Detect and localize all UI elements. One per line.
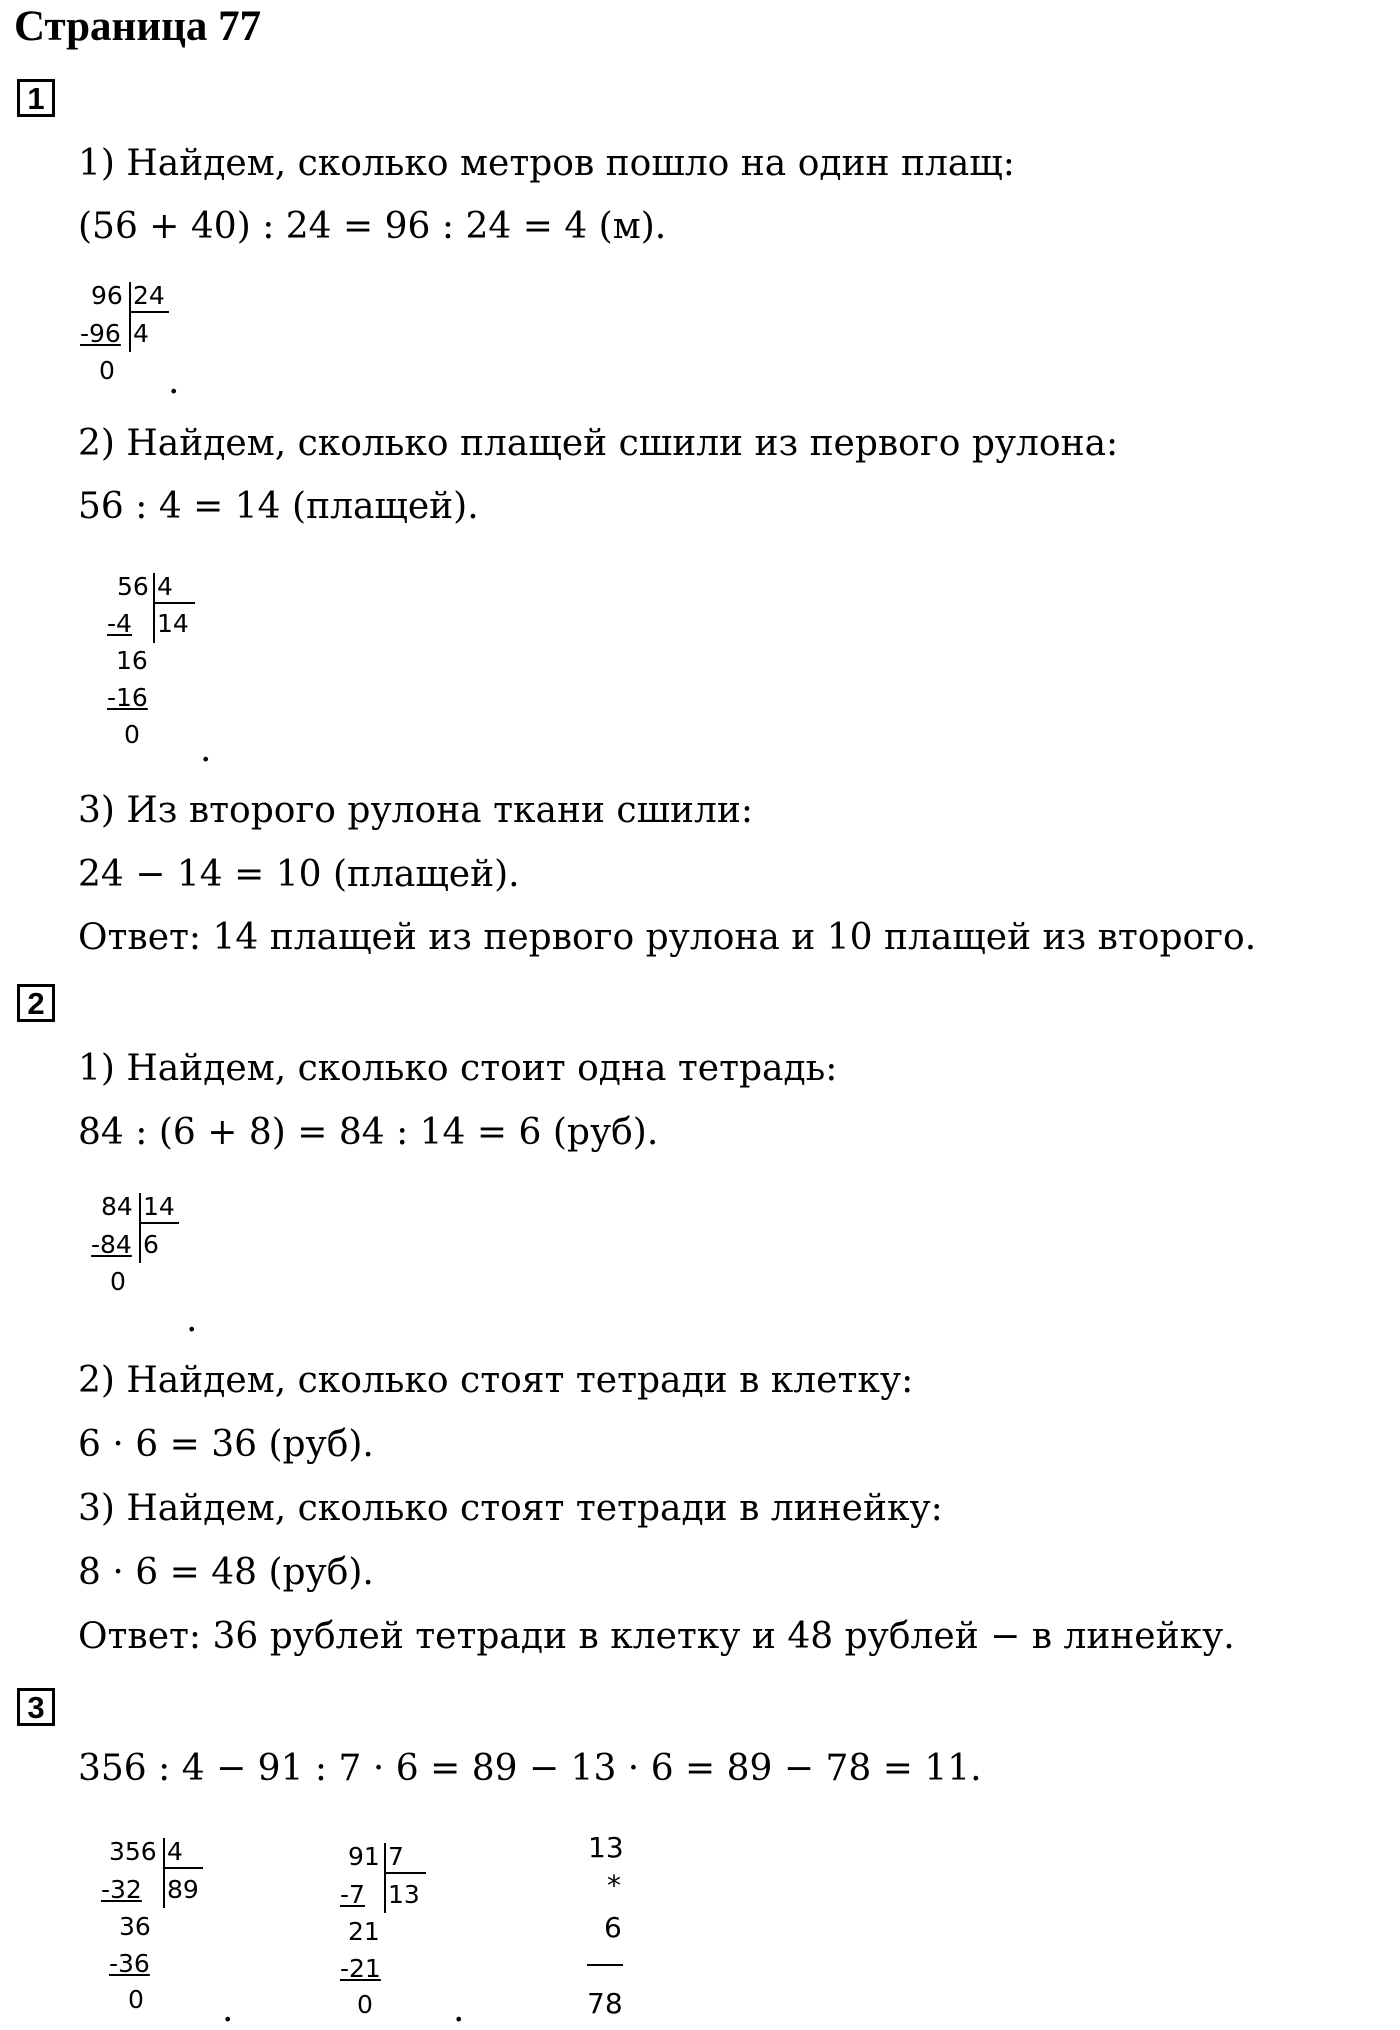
period: . <box>200 729 212 770</box>
division-step: -84 <box>91 1230 132 1259</box>
task1-line-5: 3) Из второго рулона ткани сшили: <box>78 790 754 831</box>
division-vertical-line <box>129 282 131 352</box>
page-title: Страница 77 <box>14 3 262 50</box>
task2-line-6: 8 · 6 = 48 (руб). <box>78 1552 374 1593</box>
task1-line-4: 56 : 4 = 14 (плащей). <box>78 486 479 527</box>
division-horizontal-line <box>153 602 195 604</box>
division-vertical-line <box>153 573 155 643</box>
period: . <box>222 1989 234 2030</box>
division-step: 36 <box>119 1912 151 1941</box>
division-step: 16 <box>116 646 148 675</box>
division-remainder: 0 <box>357 1990 373 2019</box>
multiplication-result: 78 <box>587 1987 623 2020</box>
division-quotient: 89 <box>167 1875 199 1904</box>
division-divisor: 14 <box>143 1192 175 1221</box>
division-remainder: 0 <box>128 1985 144 2014</box>
division-remainder: 0 <box>110 1267 126 1296</box>
task2-answer: Ответ: 36 рублей тетради в клетку и 48 рублей − в линейку. <box>78 1616 1235 1657</box>
multiplication-sign: * <box>607 1869 621 1902</box>
division-divisor: 7 <box>388 1842 404 1871</box>
task3-line-1: 356 : 4 − 91 : 7 · 6 = 89 − 13 · 6 = 89 − 78 = 11. <box>78 1748 982 1789</box>
division-dividend: 56 <box>117 572 149 601</box>
division-quotient: 13 <box>388 1880 420 1909</box>
division-step: -32 <box>101 1875 142 1904</box>
division-dividend: 96 <box>91 281 123 310</box>
task1-line-3: 2) Найдем, сколько плащей сшили из первого рулона: <box>78 423 1119 464</box>
division-divisor: 4 <box>157 572 173 601</box>
task2-line-1: 1) Найдем, сколько стоит одна тетрадь: <box>78 1048 838 1089</box>
division-dividend: 91 <box>348 1842 380 1871</box>
division-remainder: 0 <box>124 720 140 749</box>
task1-line-6: 24 − 14 = 10 (плащей). <box>78 854 520 895</box>
division-remainder: 0 <box>99 356 115 385</box>
task-number-1: 1 <box>17 79 55 117</box>
division-step: 21 <box>348 1917 380 1946</box>
division-vertical-line <box>384 1843 386 1913</box>
task2-line-3: 2) Найдем, сколько стоят тетради в клетку: <box>78 1360 914 1401</box>
period: . <box>186 1299 198 1340</box>
task1-line-1: 1) Найдем, сколько метров пошло на один плащ: <box>78 143 1015 184</box>
division-dividend: 356 <box>109 1837 157 1866</box>
division-dividend: 84 <box>101 1192 133 1221</box>
division-vertical-line <box>139 1193 141 1263</box>
task2-line-4: 6 · 6 = 36 (руб). <box>78 1424 374 1465</box>
division-step: -21 <box>340 1954 381 1983</box>
division-horizontal-line <box>139 1222 179 1224</box>
task-number-3: 3 <box>17 1688 55 1726</box>
division-quotient: 6 <box>143 1230 159 1259</box>
multiplication-factor: 6 <box>604 1911 622 1944</box>
division-quotient: 4 <box>133 319 149 348</box>
task2-line-5: 3) Найдем, сколько стоят тетради в линейку: <box>78 1488 943 1529</box>
task-number-2: 2 <box>17 984 55 1022</box>
task1-line-2: (56 + 40) : 24 = 96 : 24 = 4 (м). <box>78 206 667 247</box>
multiplication-line <box>587 1964 623 1966</box>
division-step: -36 <box>109 1949 150 1978</box>
task1-answer: Ответ: 14 плащей из первого рулона и 10 плащей из второго. <box>78 917 1257 958</box>
division-horizontal-line <box>384 1872 426 1874</box>
division-step: -96 <box>80 319 121 348</box>
multiplication-factor: 13 <box>588 1831 624 1864</box>
task2-line-2: 84 : (6 + 8) = 84 : 14 = 6 (руб). <box>78 1112 659 1153</box>
division-step: -4 <box>107 609 132 638</box>
period: . <box>453 1989 465 2030</box>
division-step: -16 <box>107 683 148 712</box>
division-horizontal-line <box>163 1867 203 1869</box>
division-vertical-line <box>163 1838 165 1908</box>
division-step: -7 <box>340 1880 365 1909</box>
division-horizontal-line <box>129 311 169 313</box>
division-divisor: 24 <box>133 281 165 310</box>
division-divisor: 4 <box>167 1837 183 1866</box>
period: . <box>168 361 180 402</box>
division-quotient: 14 <box>157 609 189 638</box>
